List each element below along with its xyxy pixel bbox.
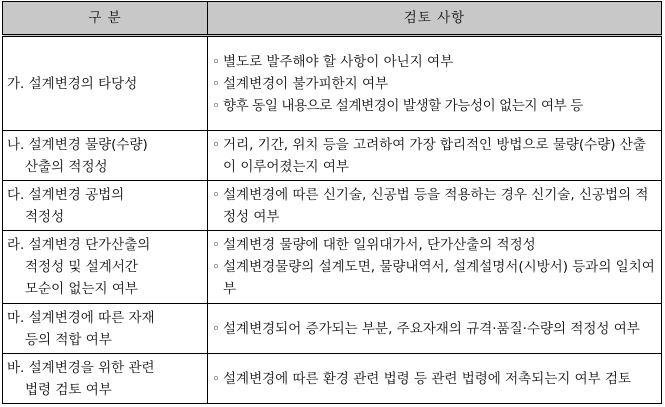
category-cell bbox=[3, 131, 208, 181]
review-point: ◦ 설계변경물량의 설계도면, 물량내역서, 설계설명서(시방서) 등과의 일치여부 bbox=[212, 256, 657, 300]
category-line: 가. 설계변경의 타당성 bbox=[7, 75, 138, 92]
category-cell bbox=[3, 231, 208, 304]
category-line: 다. 설계변경 공법의 bbox=[7, 186, 125, 203]
review-point: ◦ 향후 동일 내용으로 설계변경이 발생할 가능성이 없는지 여부 등 bbox=[212, 95, 657, 117]
review-cell bbox=[208, 304, 662, 354]
category-line: 바. 설계변경을 위한 관련 bbox=[7, 359, 155, 376]
category-cell bbox=[3, 36, 208, 131]
bullet-icon: ◦ bbox=[212, 75, 220, 92]
category-line: 법령 검토 여부 bbox=[25, 381, 112, 398]
review-cell bbox=[208, 36, 662, 131]
bullet-icon: ◦ bbox=[212, 370, 220, 387]
bullet-icon: ◦ bbox=[212, 186, 220, 203]
review-point: ◦ 설계변경 물량에 대한 일위대가서, 단가산출의 적정성 bbox=[212, 234, 657, 256]
review-point: ◦ 거리, 기간, 위치 등을 고려하여 가장 합리적인 방법으로 물량(수량) 산출이 이루어졌는지 여부 bbox=[212, 134, 657, 178]
review-point: ◦ 설계변경되어 증가되는 부분, 주요자재의 규격·품질·수량의 적정성 여부 bbox=[212, 318, 657, 340]
table-row bbox=[3, 231, 662, 304]
table-row bbox=[3, 304, 662, 354]
category-line: 나. 설계변경 물량(수량) bbox=[7, 136, 148, 153]
table-row bbox=[3, 354, 662, 404]
review-point: ◦ 설계변경에 따른 신기술, 신공법 등을 적용하는 경우 신기술, 신공법의 적정성 여부 bbox=[212, 184, 657, 228]
category-line: 산출의 적정성 bbox=[25, 158, 108, 175]
header-category: 구 분 bbox=[3, 2, 208, 36]
review-cell bbox=[208, 131, 662, 181]
bullet-icon: ◦ bbox=[212, 237, 220, 254]
bullet-icon: ◦ bbox=[212, 97, 220, 114]
review-cell bbox=[208, 181, 662, 231]
category-line: 모순이 없는지 여부 bbox=[25, 281, 138, 298]
bullet-icon: ◦ bbox=[212, 320, 220, 337]
bullet-icon: ◦ bbox=[212, 136, 220, 153]
category-line: 적정성 및 설계서간 bbox=[25, 259, 138, 276]
header-review-items: 검토 사항 bbox=[208, 2, 662, 36]
review-point: ◦ 설계변경이 불가피한지 여부 bbox=[212, 73, 657, 95]
table-row bbox=[3, 181, 662, 231]
review-point: ◦ 설계변경에 따른 환경 관련 법령 등 관련 법령에 저촉되는지 여부 검토 bbox=[212, 368, 657, 390]
review-cell bbox=[208, 231, 662, 304]
bullet-icon: ◦ bbox=[212, 53, 220, 70]
table-row bbox=[3, 131, 662, 181]
category-cell bbox=[3, 354, 208, 404]
table-row bbox=[3, 36, 662, 131]
category-cell bbox=[3, 181, 208, 231]
review-point: ◦ 별도로 발주해야 할 사항이 아닌지 여부 bbox=[212, 51, 657, 73]
design-change-review-table bbox=[2, 1, 662, 404]
bullet-icon: ◦ bbox=[212, 259, 220, 276]
category-line: 라. 설계변경 단가산출의 bbox=[7, 237, 151, 254]
category-line: 등의 적합 여부 bbox=[25, 331, 112, 348]
category-line: 마. 설계변경에 따른 자재 bbox=[7, 309, 155, 326]
header-row bbox=[3, 2, 662, 36]
category-line: 적정성 bbox=[25, 208, 65, 225]
category-cell bbox=[3, 304, 208, 354]
review-cell bbox=[208, 354, 662, 404]
